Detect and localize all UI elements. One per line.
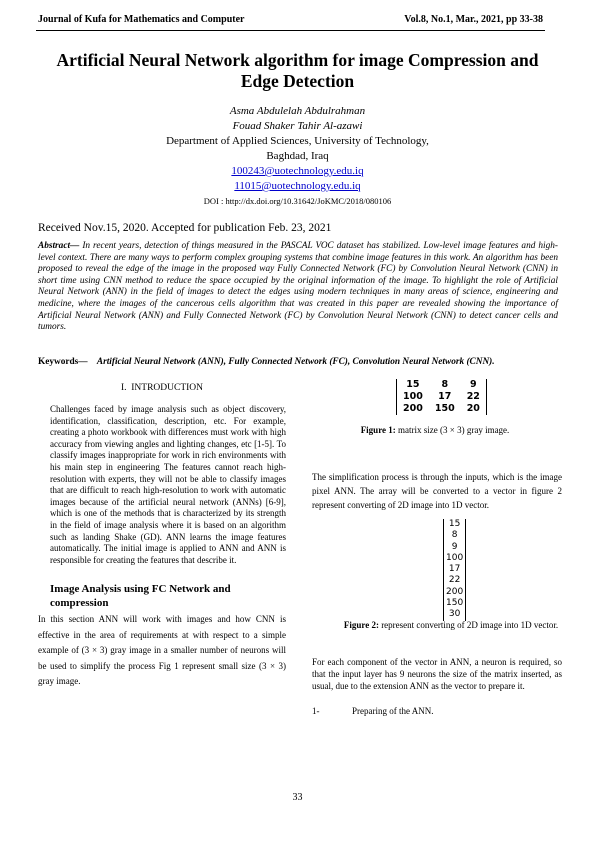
author-1: Asma Abdulelah Abdulrahman [229, 105, 366, 117]
figure-1-label: Figure 1: [360, 425, 396, 435]
subsection-heading: Image Analysis using FC Network and compression [50, 583, 231, 609]
vector-column [444, 519, 465, 621]
keywords-label: Keywords— [38, 357, 88, 367]
matrix-cell: 20 [466, 403, 480, 414]
matrix-cell: 200 [403, 403, 423, 414]
abstract-text: In recent years, detection of things measured in the PASCAL VOC dataset has stabilized. Low-level image features and high-level context. There are many ways to perform complex grouping systems that combine image features in this work. An algorithm has been proposed to reveal the edge of the image in the proposed way Fully Connected Network (FC) by Convolution Neural Network (CNN) in short time using CNN method to reduce the space occupied by the original information of the image. To highlight the role of Artificial Neural Network (ANN) in the field of images to detect the edges using modern techniques in many areas of science, engineering and medicine, where the images of the cancerous cells algorithm that was created in this paper are revealed showing the importance of Artificial Neural Network (ANN) and Fully Connected Network (FC) by Convolution Neural Network (CNN) to detect cancer cells and tumors. [38, 241, 558, 333]
vector-cell: 15 [448, 519, 461, 529]
matrix-row [397, 391, 486, 403]
email-link-1[interactable]: 100243@uotechnology.edu.iq [231, 165, 364, 177]
author-2: Fouad Shaker Tahir Al-azawi [232, 120, 363, 132]
list-item-number: 1- [312, 706, 320, 716]
vector-cell: 8 [451, 530, 458, 541]
list-item-text: Preparing of the ANN. [352, 706, 434, 716]
list-item [312, 706, 433, 716]
keywords [38, 357, 558, 367]
subsection-paragraph: In this section ANN will work with images and how CNN is effective in the area of requirements at with respect to a simple example of (3 × 3) gray image in a smaller number of neurons will be used to simplify the process Fig 1 represent small size (3 × 3) gray image. [38, 614, 286, 687]
author-block [40, 104, 555, 194]
intro-paragraph-block [50, 404, 286, 566]
figure-2-vector [443, 519, 466, 621]
vector-cell: 150 [446, 598, 464, 609]
figure-2-caption [340, 619, 562, 632]
matrix-cell: 100 [403, 391, 423, 402]
matrix-row [397, 379, 486, 391]
affiliation-city: Baghdad, Iraq [266, 150, 329, 162]
right-paragraph-2: For each component of the vector in ANN, a neuron is required, so that the input layer has 9 neurons the size of the matrix inserted, as usual, due to the extension ANN as the vector to prepare it. [312, 657, 562, 691]
vector-cell: 30 [448, 609, 461, 620]
figure-1-matrix [396, 379, 487, 415]
section-heading [38, 383, 286, 393]
vector-cell: 100 [446, 552, 464, 563]
section-title: INTRODUCTION [131, 383, 204, 393]
keywords-text: Artificial Neural Network (ANN), Fully Connected Network (FC), Convolution Neural Network (CNN). [96, 357, 495, 367]
matrix-table [397, 379, 486, 415]
header-rule [36, 30, 545, 31]
email-link-2[interactable]: 11015@uotechnology.edu.iq [234, 180, 361, 192]
matrix-cell: 150 [434, 403, 455, 414]
doi: DOI : http://dx.doi.org/10.31642/JoKMC/2018/080106 [203, 196, 392, 206]
figure-1-caption [310, 425, 560, 435]
matrix-cell: 9 [469, 379, 477, 390]
received-date: Received Nov.15, 2020. Accepted for publication Feb. 23, 2021 [38, 222, 332, 234]
intro-paragraph: Challenges faced by image analysis such as object discovery, identification, classification, description, etc. For example, creating a photo workbook with differences must work with high accuracy from viewing angles and lighting changes, etc [1-5]. To classify images inappropriate for work in rich environments with his main step in engineering The features cannot reach high-resolution with experts, they will not be able to classify images that are difficult to reach high-resolution to work with automatic images because of the artificial neural network (ANNs) [6-9], which is one of the methods that is characterized by its strength in the field of image analysis where it is based on an algorithm such as landing Shake (GD). ANN learns the image features automatically. The initial image is applied to ANN and ANN is responsible for creating the features that describe it. [50, 404, 286, 565]
paper-title: Artificial Neural Network algorithm for image Compression and Edge Detection [56, 50, 539, 91]
section-number: I. [120, 383, 127, 393]
matrix-cell: 17 [438, 391, 452, 402]
figure-2-caption-text: represent converting of 2D image into 1D vector. [378, 620, 559, 630]
figure-1-caption-text: matrix size (3 × 3) gray image. [395, 425, 510, 435]
vector-cell: 200 [446, 586, 464, 597]
abstract-label: Abstract— [38, 241, 80, 251]
matrix-cell: 8 [441, 379, 449, 390]
page-number: 33 [292, 792, 303, 803]
matrix-cell: 22 [466, 391, 480, 402]
vector-cell: 22 [448, 575, 461, 586]
figure-2-label: Figure 2: [343, 620, 379, 630]
journal-name: Journal of Kufa for Mathematics and Computer [38, 14, 245, 25]
vector-cell: 17 [448, 564, 461, 575]
matrix-cell: 15 [406, 379, 420, 390]
right-paragraph-1: The simplification process is through the inputs, which is the image pixel ANN. The array will be converted to a vector in figure 2 represent converting of 2D image into 1D vector. [312, 472, 562, 510]
abstract [38, 241, 558, 334]
affiliation-dept: Department of Applied Sciences, University of Technology, [166, 135, 429, 147]
matrix-row [397, 403, 486, 415]
volume-info: Vol.8, No.1, Mar., 2021, pp 33-38 [404, 14, 543, 25]
vector-cell: 9 [451, 541, 458, 552]
